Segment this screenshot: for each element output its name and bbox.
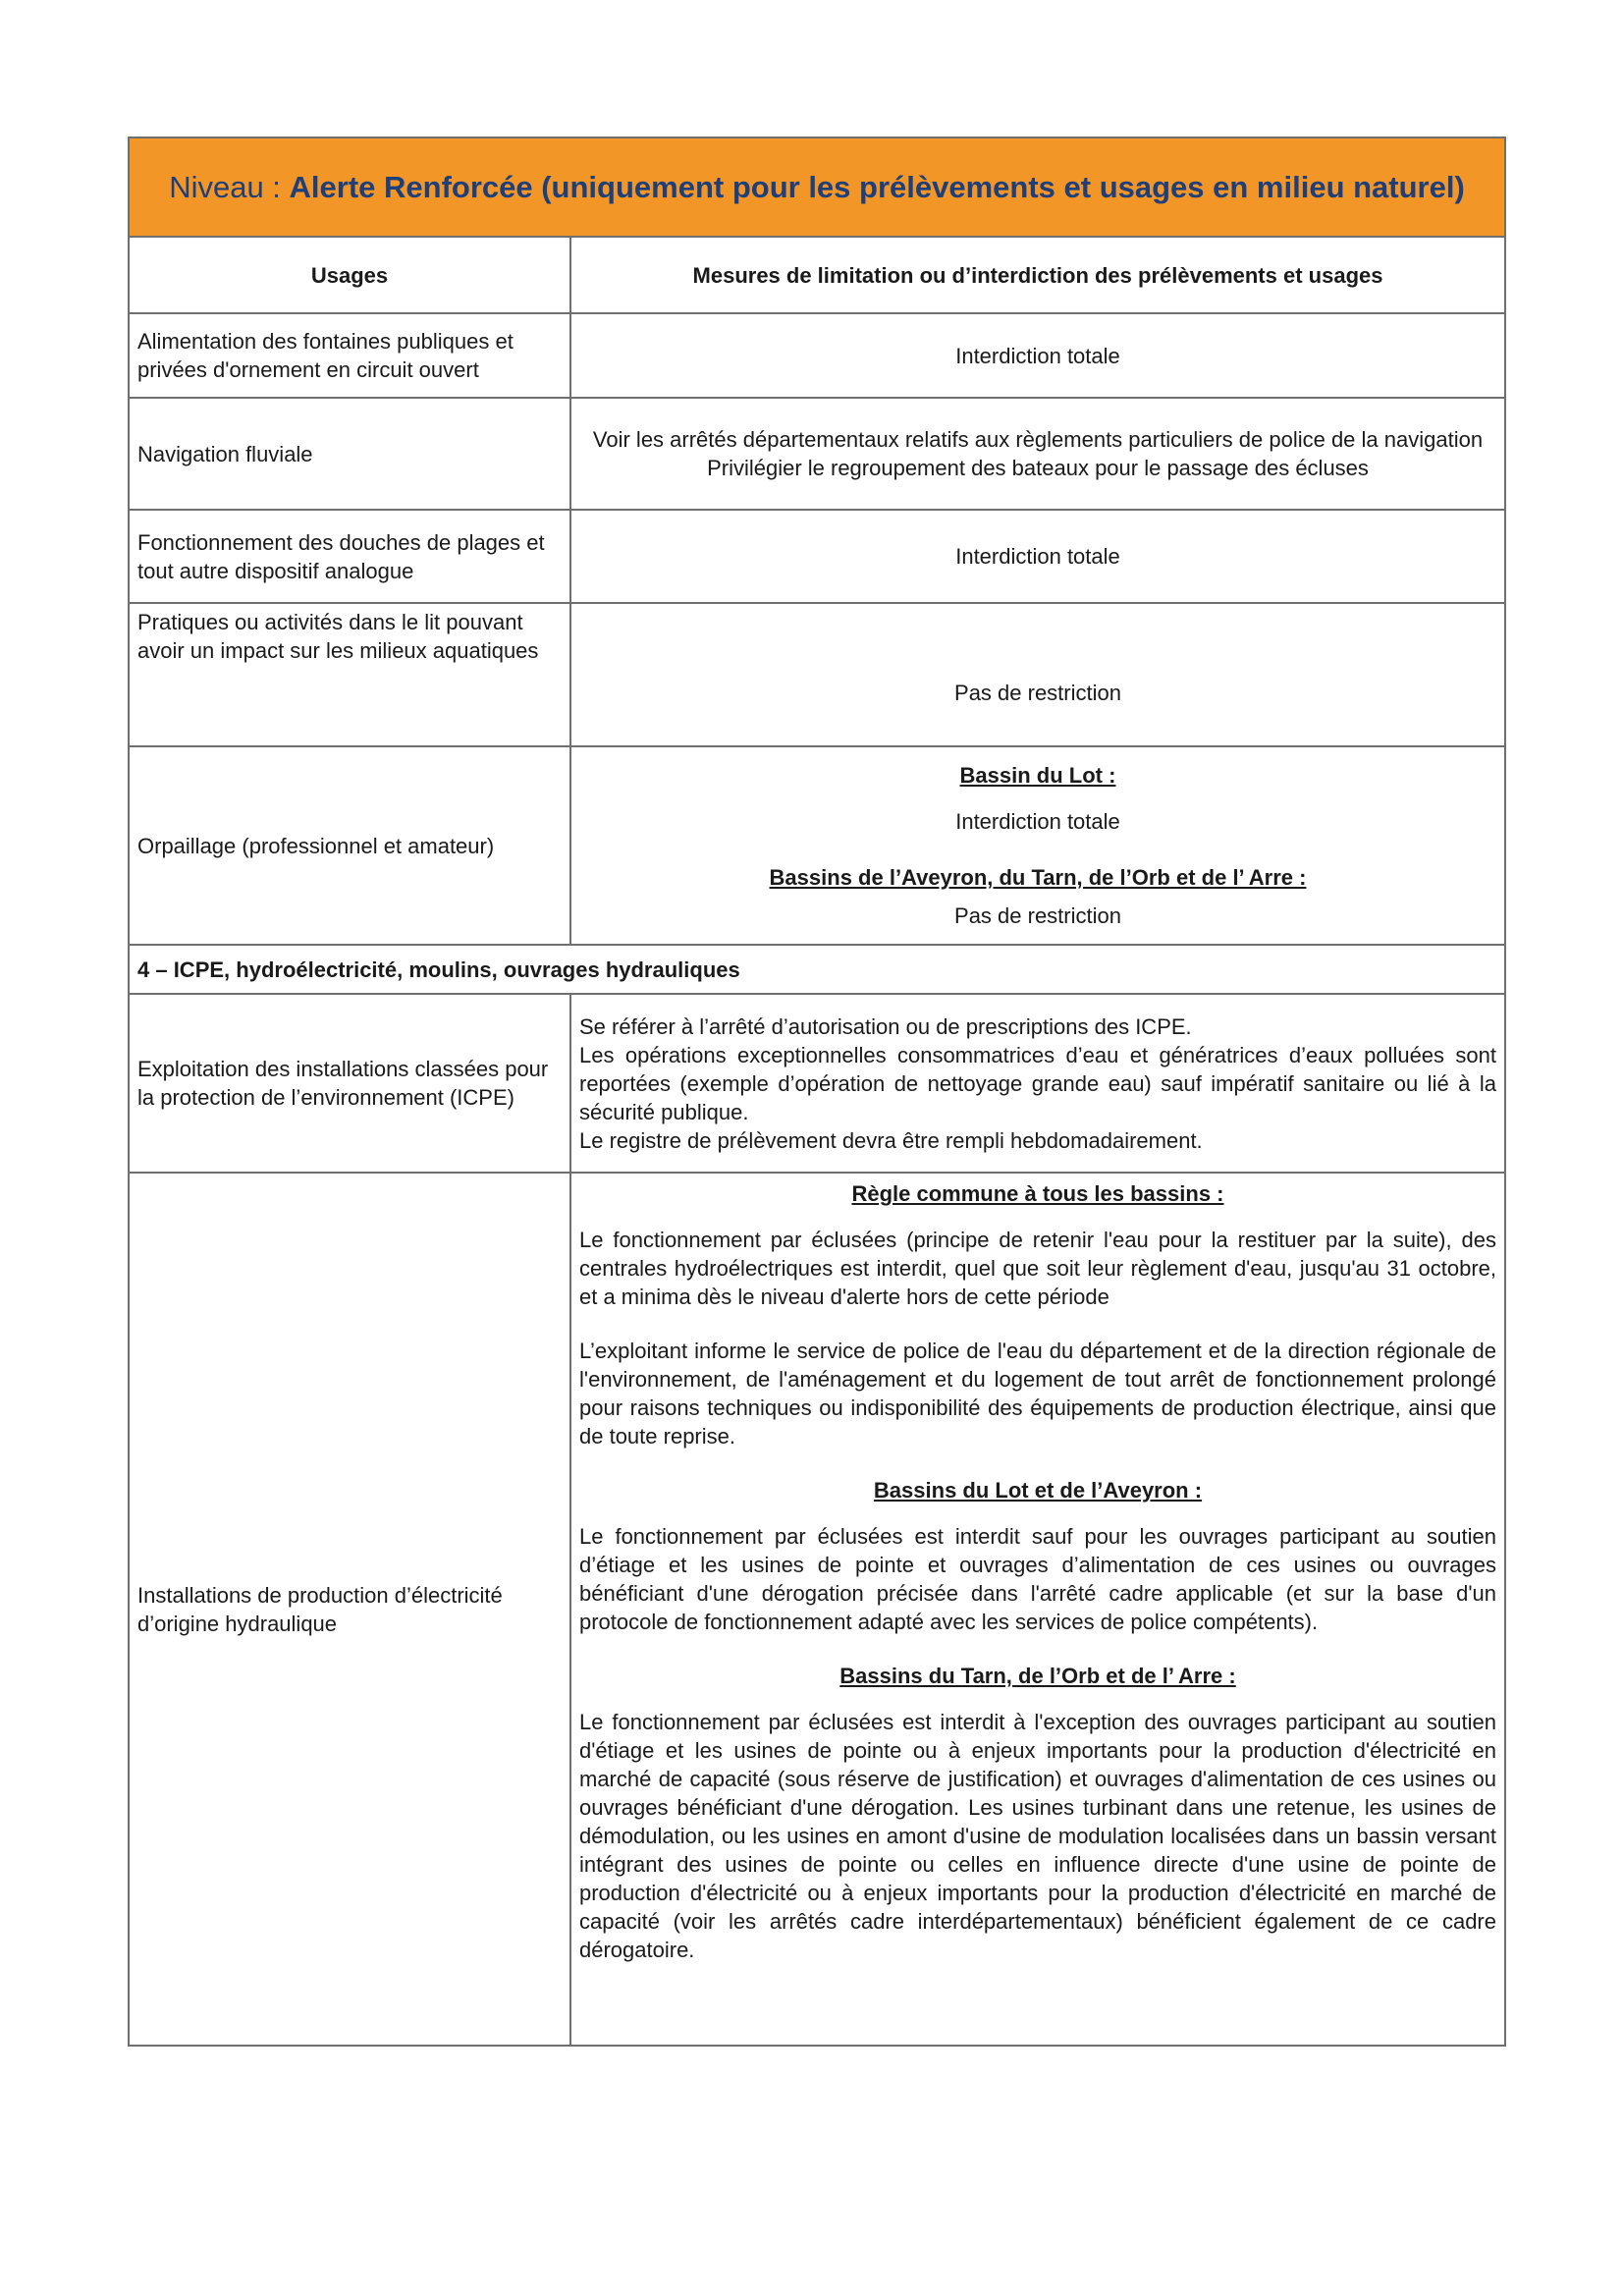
mesure-cell xyxy=(570,746,1505,945)
mesure-cell: Interdiction totale xyxy=(570,510,1505,603)
section-heading: 4 – ICPE, hydroélectricité, moulins, ouvrages hydrauliques xyxy=(129,945,1505,994)
table-row xyxy=(129,746,1505,945)
mesure-line: Interdiction totale xyxy=(955,809,1120,834)
usage-cell: Fonctionnement des douches de plages et tout autre dispositif analogue xyxy=(129,510,570,603)
mesure-line: Se référer à l’arrêté d’autorisation ou de prescriptions des ICPE. xyxy=(579,1013,1192,1039)
title-row xyxy=(129,137,1505,237)
level-title-name: Alerte Renforcée (uniquement pour les prélèvements et usages en milieu naturel) xyxy=(289,170,1465,204)
table-row xyxy=(129,1173,1505,2046)
mesure-paragraph: Le fonctionnement par éclusées est interdit à l'exception des ouvrages participant au soutien d'étiage et les usines de pointe ou à enjeux importants pour la production d'électricité en marché de capacité (sous réserve de justification) et ouvrages d'alimentation de ces usines ou ouvrages bénéficiant d'une dérogation. Les usines turbinant dans une retenue, les usines de démodulation, ou les usines en amont d'usine de modulation localisées dans un bassin versant intégrant des usines de pointe ou celles en influence directe d'une usine de pointe de production d'électricité ou à enjeux importants pour la production d'électricité en marché de capacité (voir les arrêtés cadre interdépartementaux) bénéficient également de ce cadre dérogatoire. xyxy=(579,1710,1496,1962)
usage-cell: Pratiques ou activités dans le lit pouvant avoir un impact sur les milieux aquatiques xyxy=(129,603,570,746)
mesure-paragraph: Le fonctionnement par éclusées est interdit sauf pour les ouvrages participant au soutien d’étiage et les usines de pointe et ouvrages d’alimentation de ces usines ou ouvrages bénéficiant d'une dérogation précisée dans l'arrêté cadre applicable (et sur la base d'un protocole de fonctionnement adapté avec les services de police compétents). xyxy=(579,1524,1496,1634)
table-row xyxy=(129,603,1505,746)
level-title-prefix: Niveau : xyxy=(169,170,290,204)
mesure-line: Voir les arrêtés départementaux relatifs aux règlements particuliers de police de la navigation xyxy=(592,427,1484,452)
table-row xyxy=(129,994,1505,1173)
basin-subtitle: Bassin du Lot : xyxy=(959,763,1116,788)
usage-cell: Installations de production d’électricité d’origine hydraulique xyxy=(129,1173,570,2046)
mesure-line: Privilégier le regroupement des bateaux pour le passage des écluses xyxy=(707,456,1369,480)
mesure-cell xyxy=(570,994,1505,1173)
mesure-line: Les opérations exceptionnelles consommatrices d’eau et génératrices d’eaux polluées sont reportées (exemple d’opération de nettoyage grande eau) sauf impératif sanitaire ou lié à la sécurité publique. xyxy=(579,1042,1496,1124)
header-row xyxy=(129,237,1505,313)
basin-subtitle: Bassins de l’Aveyron, du Tarn, de l’Orb et de l’ Arre : xyxy=(769,865,1307,890)
section-row xyxy=(129,945,1505,994)
mesure-cell: Interdiction totale xyxy=(570,313,1505,398)
mesure-paragraph: L’exploitant informe le service de police de l'eau du département et de la direction régionale de l'environnement, de l'aménagement et du logement de tout arrêt de fonctionnement prolongé pour raisons techniques ou indisponibilité des équipements de production électrique, ainsi que de toute reprise. xyxy=(579,1339,1496,1449)
restrictions-table xyxy=(128,137,1506,2047)
mesure-line: Le registre de prélèvement devra être rempli hebdomadairement. xyxy=(579,1127,1203,1153)
level-title xyxy=(129,137,1505,237)
mesure-cell xyxy=(570,398,1505,510)
table-row xyxy=(129,398,1505,510)
usage-cell: Alimentation des fontaines publiques et privées d'ornement en circuit ouvert xyxy=(129,313,570,398)
header-usages: Usages xyxy=(129,237,570,313)
table-row xyxy=(129,510,1505,603)
mesure-line: Pas de restriction xyxy=(954,903,1121,928)
usage-cell: Orpaillage (professionnel et amateur) xyxy=(129,746,570,945)
header-mesures: Mesures de limitation ou d’interdiction des prélèvements et usages xyxy=(570,237,1505,313)
mesure-cell: Pas de restriction xyxy=(570,603,1505,746)
usage-cell: Navigation fluviale xyxy=(129,398,570,510)
mesure-cell xyxy=(570,1173,1505,2046)
usage-cell: Exploitation des installations classées pour la protection de l’environnement (ICPE) xyxy=(129,994,570,1173)
mesure-paragraph: Le fonctionnement par éclusées (principe de retenir l'eau pour la restituer par la suite), des centrales hydroélectriques est interdit, quel que soit leur règlement d'eau, jusqu'au 31 octobre, et a minima dès le niveau d'alerte hors de cette période xyxy=(579,1228,1496,1309)
basin-subtitle: Règle commune à tous les bassins : xyxy=(851,1181,1224,1206)
basin-subtitle: Bassins du Tarn, de l’Orb et de l’ Arre : xyxy=(839,1664,1236,1688)
table-row xyxy=(129,313,1505,398)
basin-subtitle: Bassins du Lot et de l’Aveyron : xyxy=(873,1478,1203,1503)
